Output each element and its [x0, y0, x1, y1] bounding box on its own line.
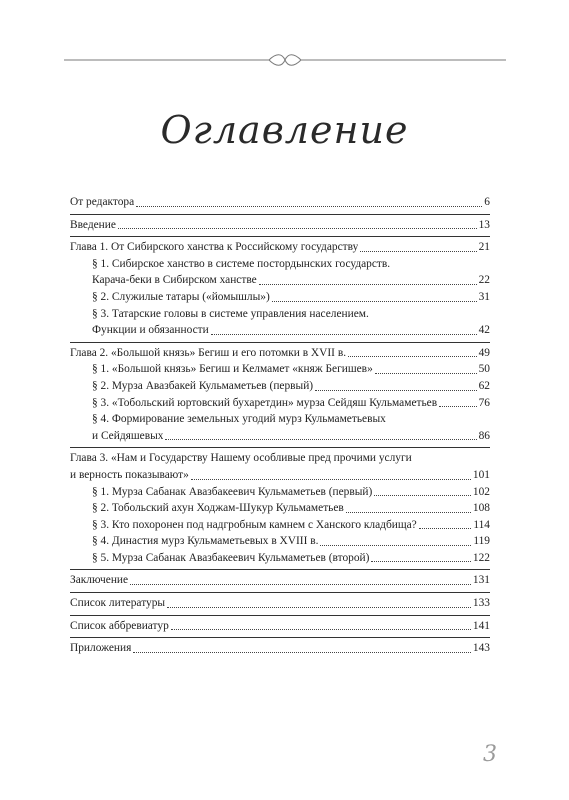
toc-page-number: 13 — [478, 218, 490, 231]
toc-page-number: 122 — [472, 551, 490, 564]
toc-entry-title: Заключение — [70, 574, 129, 587]
toc-separator — [70, 214, 490, 215]
toc-subentry[interactable] — [70, 395, 490, 412]
toc-dot-leader — [348, 356, 477, 357]
toc-subentry[interactable] — [70, 289, 490, 306]
toc-page-number: 21 — [478, 241, 490, 254]
toc-entry-title: § 4. Династия мурз Кульмаметьевых в XVIII в. — [92, 535, 319, 548]
toc-subentry[interactable] — [70, 378, 490, 395]
toc-entry[interactable] — [70, 450, 490, 483]
toc-entry-title: § 2. Мурза Авазбакей Кульмаметьев (первый) — [92, 379, 314, 392]
toc-subentry[interactable] — [70, 484, 490, 501]
toc-dot-leader — [136, 206, 482, 207]
toc-separator — [70, 342, 490, 343]
decorative-top-rule — [64, 50, 506, 70]
toc-entry-title: § 5. Мурза Сабанак Авазбакеевич Кульмаметьев (второй) — [92, 551, 370, 564]
toc-entry[interactable] — [70, 194, 490, 211]
toc-entry-title: и Сейдяшевых — [92, 429, 164, 442]
toc-separator — [70, 592, 490, 593]
toc-entry-title: Глава 2. «Большой князь» Бегиш и его потомки в XVII в. — [70, 346, 347, 359]
toc-dot-leader — [118, 228, 477, 229]
toc-page-number: 42 — [478, 324, 490, 337]
page-number: 3 — [483, 742, 497, 767]
toc-entry-title: § 3. «Тобольский юртовский бухаретдин» мурза Сейдяш Кульмаметьев — [92, 396, 438, 409]
toc-page-number: 143 — [472, 642, 490, 655]
toc-page-number: 114 — [473, 518, 490, 531]
table-of-contents — [70, 194, 490, 657]
toc-entry[interactable] — [70, 618, 490, 635]
toc-subentry[interactable] — [70, 500, 490, 517]
toc-entry-title-line: § 1. Сибирское ханство в системе постордынских государств. — [92, 257, 391, 270]
toc-page-number: 131 — [472, 574, 490, 587]
toc-dot-leader — [167, 607, 471, 608]
toc-separator — [70, 637, 490, 638]
toc-dot-leader — [259, 284, 477, 285]
toc-dot-leader — [360, 251, 476, 252]
toc-page-number: 49 — [478, 346, 490, 359]
toc-page-number: 76 — [478, 396, 490, 409]
toc-dot-leader — [211, 334, 477, 335]
toc-separator — [70, 615, 490, 616]
toc-subentry[interactable] — [70, 517, 490, 534]
toc-subentry[interactable] — [70, 256, 490, 289]
toc-dot-leader — [130, 584, 471, 585]
toc-subentry[interactable] — [70, 533, 490, 550]
toc-entry-title-line: Глава 3. «Нам и Государству Нашему особливые пред прочими услуги — [70, 452, 412, 465]
toc-entry[interactable] — [70, 239, 490, 256]
toc-entry[interactable] — [70, 572, 490, 589]
toc-separator — [70, 569, 490, 570]
toc-entry-title: Карача-беки в Сибирском ханстве — [92, 274, 257, 287]
toc-page-number: 133 — [472, 597, 490, 610]
toc-entry[interactable] — [70, 640, 490, 657]
toc-entry[interactable] — [70, 595, 490, 612]
toc-entry-title-line: § 3. Татарские головы в системе управления населением. — [92, 307, 369, 320]
toc-separator — [70, 236, 490, 237]
toc-page-number: 102 — [472, 485, 490, 498]
toc-page-number: 31 — [478, 290, 490, 303]
toc-page-number: 62 — [478, 379, 490, 392]
toc-dot-leader — [171, 629, 471, 630]
toc-page-number: 6 — [484, 196, 490, 208]
toc-page-number: 141 — [472, 619, 490, 632]
toc-page-number: 101 — [472, 468, 490, 481]
toc-dot-leader — [165, 439, 476, 440]
toc-page-number: 108 — [472, 502, 490, 515]
page-title: Оглавление — [160, 108, 409, 152]
toc-entry-title: § 1. Мурза Сабанак Авазбакеевич Кульмаметьев (первый) — [92, 485, 373, 498]
toc-entry-title: § 2. Тобольский ахун Ходжам-Шукур Кульмаметьев — [92, 502, 344, 515]
toc-entry-title: Список аббревиатур — [70, 619, 169, 632]
toc-entry-title: Введение — [70, 218, 116, 231]
toc-dot-leader — [346, 512, 471, 513]
toc-subentry[interactable] — [70, 411, 490, 444]
toc-dot-leader — [374, 495, 471, 496]
toc-separator — [70, 447, 490, 448]
toc-entry-title: Список литературы — [70, 597, 166, 610]
toc-entry-title: От редактора — [70, 196, 135, 208]
toc-dot-leader — [419, 528, 472, 529]
toc-entry[interactable] — [70, 345, 490, 362]
toc-dot-leader — [320, 545, 471, 546]
toc-entry-title: § 3. Кто похоронен под надгробным камнем с Ханского кладбища? — [92, 518, 417, 531]
toc-dot-leader — [315, 390, 477, 391]
toc-dot-leader — [375, 373, 477, 374]
toc-subentry[interactable] — [70, 361, 490, 378]
toc-page-number: 22 — [478, 274, 490, 287]
toc-entry-title: Глава 1. От Сибирского ханства к Российскому государству — [70, 241, 359, 254]
toc-dot-leader — [133, 652, 471, 653]
toc-dot-leader — [191, 479, 471, 480]
toc-entry-title: § 2. Служилые татары («йомышлы») — [92, 290, 270, 303]
toc-dot-leader — [272, 301, 477, 302]
toc-dot-leader — [371, 561, 470, 562]
toc-entry-title: Функции и обязанности — [92, 324, 209, 337]
toc-entry-title: § 1. «Большой князь» Бегиш и Келмамет «княж Бегишев» — [92, 363, 373, 376]
toc-subentry[interactable] — [70, 550, 490, 567]
toc-entry-title: и верность показывают» — [70, 468, 189, 481]
toc-page-number: 119 — [473, 535, 490, 548]
toc-subentry[interactable] — [70, 306, 490, 339]
toc-dot-leader — [439, 406, 477, 407]
toc-entry[interactable] — [70, 217, 490, 234]
toc-entry-title-line: § 4. Формирование земельных угодий мурз Кульмаметьевых — [92, 413, 386, 426]
toc-page-number: 86 — [478, 429, 490, 442]
toc-page-number: 50 — [478, 363, 490, 376]
toc-entry-title: Приложения — [70, 642, 132, 655]
